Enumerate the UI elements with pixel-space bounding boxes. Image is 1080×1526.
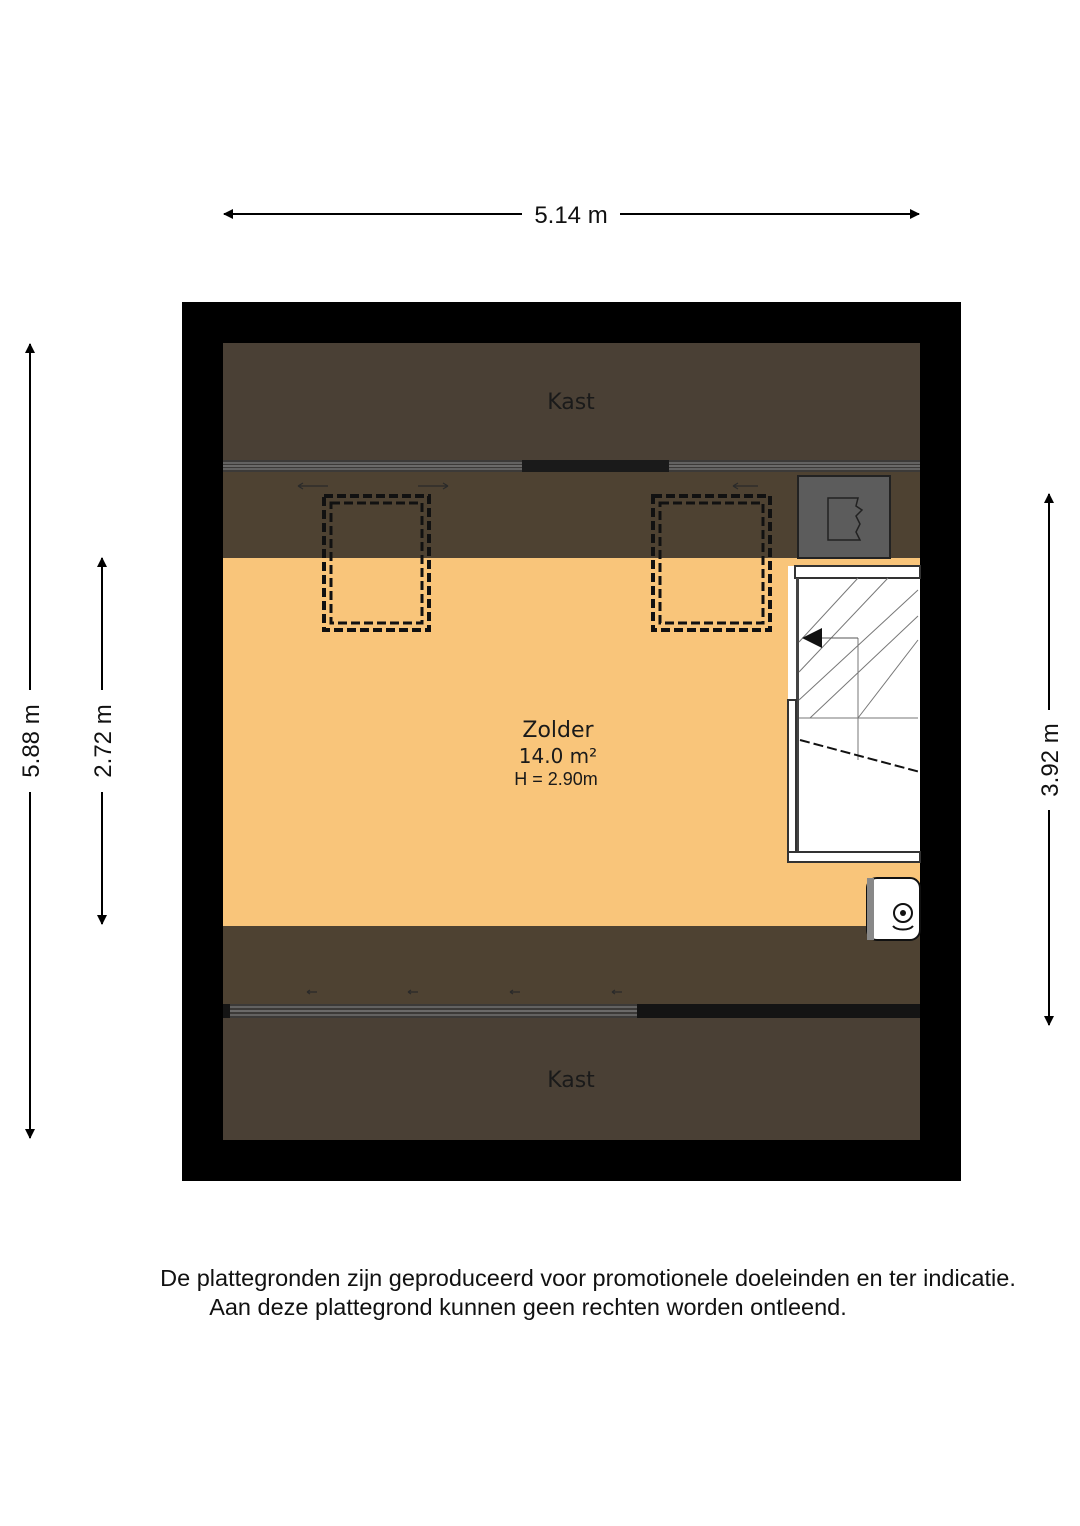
sliding-door-top (223, 460, 920, 472)
room-area-zolder: 14.0 m² (518, 744, 598, 768)
room-label-kast-bottom: Kast (547, 1068, 595, 1093)
disclaimer-line-2: Aan deze plattegrond kunnen geen rechten worden ontleend. (209, 1294, 847, 1320)
disclaimer (100, 1264, 1076, 1322)
room-label-zolder: Zolder (522, 718, 594, 743)
dimension-right-height-label: 3.92 m (1037, 723, 1064, 797)
dimension-left-outer-label: 5.88 m (18, 704, 45, 778)
dimension-left-inner-height (90, 558, 117, 924)
dimension-top-width-label: 5.14 m (534, 202, 608, 229)
appliance-box (798, 476, 890, 558)
dimension-left-inner-label: 2.72 m (90, 704, 117, 778)
dimension-right-height (1037, 494, 1064, 1025)
sliding-door-bottom (223, 1004, 920, 1018)
disclaimer-line-1: De plattegronden zijn geproduceerd voor promotionele doeleinden en ter indicatie. (160, 1265, 1016, 1291)
room-label-kast-top: Kast (547, 390, 595, 415)
staircase (788, 566, 920, 862)
sloped-zone-bottom (223, 926, 920, 1004)
boiler-icon (867, 878, 920, 940)
dimension-top-width (224, 202, 919, 229)
dimension-left-outer-height (18, 344, 45, 1138)
room-height-zolder: H = 2.90m (514, 769, 598, 789)
